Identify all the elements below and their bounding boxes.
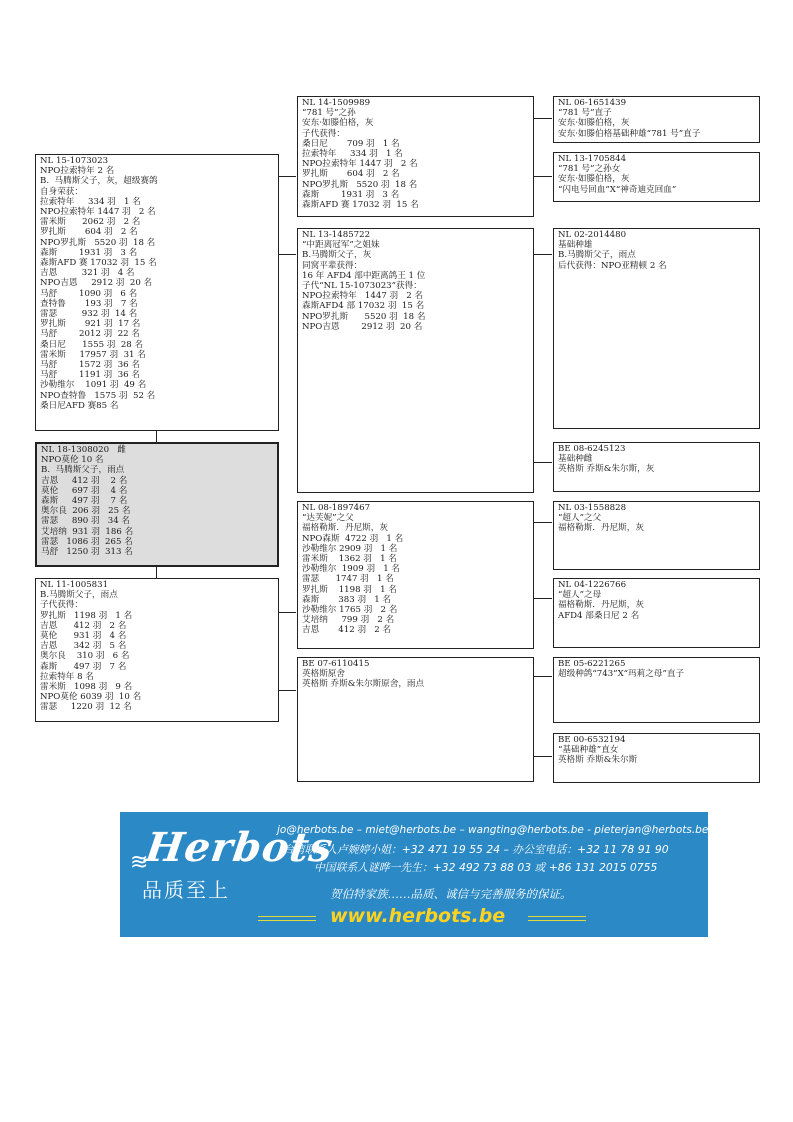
connector-sire-sire [278, 176, 296, 177]
sire-line: 马舒 1191 羽 36 名 [40, 370, 140, 381]
dam-line: 雷瑟 1220 羽 12 名 [40, 702, 132, 713]
sire-sire-line: 安东·如滕伯格，灰 [302, 118, 374, 129]
dam-sire-line: 沙勒维尔 1765 羽 2 名 [302, 605, 398, 616]
g3-card-7 [553, 657, 760, 723]
sire-line: NPO查特鲁 1575 羽 52 名 [40, 390, 156, 401]
sire-sire-line: 罗扎斯 604 羽 2 名 [302, 169, 400, 180]
dam-sire-line: 沙勒维尔 2909 羽 1 名 [302, 543, 398, 554]
sire-dam-line: NPO吉恩 2912 羽 20 名 [302, 321, 423, 332]
g3-line: 福格勒斯．丹尼斯，灰 [558, 523, 644, 534]
dam-line: 子代获得： [40, 600, 83, 611]
sire-dam-line: NPO罗扎斯 5520 羽 18 名 [302, 311, 426, 322]
connector-g3-4 [533, 462, 552, 463]
banner-deco-right [528, 916, 586, 921]
sire-dam-line: “中距离冠军”之姐妹 [302, 240, 380, 251]
sire-sire-line: 拉索特年 334 羽 1 名 [302, 149, 403, 160]
sire-line: 拉索特年 334 羽 1 名 [40, 196, 141, 207]
g3-line: “超人”之父 [558, 513, 602, 524]
sire-line: 马舒 1572 羽 36 名 [40, 360, 140, 371]
banner-contact-cn: 中国联系人谜晔一先生：+32 492 73 88 03 或 +86 131 2015 0755 [314, 861, 658, 874]
g3-line: 基础种雄 [558, 240, 593, 251]
dam-line: 森斯 497 羽 7 名 [40, 661, 127, 672]
g3-line: BE 08-6245123 [558, 444, 626, 454]
subject-line: 吉恩 412 羽 2 名 [41, 475, 128, 486]
subject-card [35, 442, 279, 567]
connector-g3-5 [533, 522, 552, 523]
dam-sire-line: 森斯 383 羽 1 名 [302, 594, 392, 605]
sire-line: 雷米斯 2062 羽 2 名 [40, 217, 141, 228]
connector-sire [156, 430, 157, 442]
g3-line: “闪电号回血”X“神奇迪克回血” [558, 184, 677, 195]
dam-line: NPO莫伦 6039 羽 10 名 [40, 692, 142, 703]
sire-line: 雷米斯 17957 羽 31 名 [40, 349, 146, 360]
connector-sire-dam [278, 254, 296, 255]
dam-sire-line: 吉恩 412 羽 2 名 [302, 625, 392, 636]
dam-sire-line: 罗扎斯 1198 羽 1 名 [302, 584, 397, 595]
connector-g3-2 [533, 176, 552, 177]
subject-line: 奥尔良 206 羽 25 名 [41, 506, 131, 517]
subject-line: B. 马腾斯父子，雨点 [41, 465, 125, 476]
g3-line: 安东·如滕伯格，灰 [558, 174, 630, 185]
sire-line: 罗扎斯 604 羽 2 名 [40, 227, 138, 238]
sire-sire-line: NPO罗扎斯 5520 羽 18 名 [302, 179, 418, 190]
connector-dam [156, 566, 157, 578]
g3-line: “超人”之母 [558, 590, 602, 601]
sire-line: NPO拉索特年 1447 羽 2 名 [40, 207, 156, 218]
sire-line: NPO拉索特年 2 名 [40, 166, 115, 177]
g3-card-5 [553, 501, 760, 570]
subject-line: 艾培纳 931 羽 186 名 [41, 526, 134, 537]
g3-line: 后代获得：NPO亚精顿 2 名 [558, 260, 667, 271]
subject-line: NPO莫伦 10 名 [41, 455, 104, 466]
dam-line: 莫伦 931 羽 4 名 [40, 631, 127, 642]
website-link[interactable]: www.herbots.be [330, 905, 506, 927]
wing-icon: ≋ [130, 850, 149, 875]
sire-line: 桑日尼AFD 赛85 名 [40, 400, 119, 411]
g3-line: AFD4 部桑日尼 2 名 [558, 610, 640, 621]
g3-line: “781 号”之孙女 [558, 164, 621, 175]
sire-dam-line: NL 13-1485722 [302, 230, 371, 240]
sire-line: 森斯 1931 羽 3 名 [40, 247, 138, 258]
sire-line: 马舒 2012 羽 22 名 [40, 329, 140, 340]
subject-line: 雷瑟 1086 羽 265 名 [41, 536, 133, 547]
dam-line: NL 11-1005831 [40, 580, 109, 590]
dam-sire-line: 福格勒斯．丹尼斯，灰 [302, 523, 388, 534]
sire-sire-line: 森斯AFD 赛 17032 羽 15 名 [302, 200, 419, 211]
sire-sire-line: 森斯 1931 羽 3 名 [302, 189, 400, 200]
sire-dam-card [297, 228, 534, 493]
connector-g3-1 [533, 118, 552, 119]
dam-line: B.马腾斯父子，雨点 [40, 590, 118, 601]
subject-line: 莫伦 697 羽 4 名 [41, 485, 128, 496]
dam-sire-card [297, 501, 534, 649]
g3-line: 英格斯 乔斯&朱尔斯 [558, 755, 638, 766]
sire-line: 自身荣获： [40, 186, 83, 197]
sire-dam-line: B.马腾斯父子，灰 [302, 250, 372, 261]
sire-line: 马舒 1090 羽 6 名 [40, 288, 138, 299]
g3-card-8 [553, 733, 760, 783]
dam-card [35, 578, 279, 722]
sire-dam-line: 森斯AFD4 部 17032 羽 15 名 [302, 301, 425, 312]
g3-line: NL 04-1226766 [558, 580, 627, 590]
g3-line: NL 03-1558828 [558, 503, 627, 513]
g3-card-6 [553, 578, 760, 648]
g3-card-1 [553, 96, 760, 143]
g3-line: 基础种雌 [558, 454, 593, 465]
dam-dam-line: 英格斯 乔斯&朱尔斯原舍，雨点 [302, 679, 425, 690]
g3-line: BE 05-6221265 [558, 659, 626, 669]
subject-line: NL 18-1308020 雌 [41, 445, 126, 455]
sire-line: 森斯AFD 赛 17032 羽 15 名 [40, 258, 157, 269]
g3-line: NL 02-2014480 [558, 230, 627, 240]
banner-tagline: 贺伯特家族……品质、诚信与完善服务的保证。 [330, 887, 572, 901]
sire-dam-line: 子代“NL 15-1073023”获得： [302, 281, 422, 292]
sire-line: NPO罗扎斯 5520 羽 18 名 [40, 237, 156, 248]
g3-line: “781 号”直子 [558, 108, 612, 119]
sire-line: 沙勒维尔 1091 羽 49 名 [40, 380, 147, 391]
dam-dam-card [297, 657, 534, 782]
dam-line: 吉恩 342 羽 5 名 [40, 641, 127, 652]
sire-dam-line: NPO拉索特年 1447 羽 2 名 [302, 291, 424, 302]
herbots-banner [120, 812, 708, 937]
banner-deco-left [258, 916, 316, 921]
banner-slogan: 品质至上 [142, 878, 230, 902]
sire-line: B. 马腾斯父子，灰，超级赛鸽 [40, 176, 158, 187]
dam-dam-line: BE 07-6110415 [302, 659, 370, 669]
dam-sire-line: 艾培纳 799 羽 2 名 [302, 615, 395, 626]
g3-line: 安东·如滕伯格，灰 [558, 118, 630, 129]
sire-line: 雷瑟 932 羽 14 名 [40, 309, 138, 320]
dam-line: 罗扎斯 1198 羽 1 名 [40, 610, 133, 621]
connector-g3-6 [533, 598, 552, 599]
sire-sire-card [297, 96, 534, 217]
sire-line: 吉恩 321 羽 4 名 [40, 268, 135, 279]
connector-dam-sire [278, 612, 296, 613]
dam-dam-line: 英格斯原舍 [302, 669, 345, 680]
dam-sire-line: 沙勒维尔 1909 羽 1 名 [302, 564, 401, 575]
sire-sire-line: “781 号”之孙 [302, 108, 356, 119]
sire-sire-line: NL 14-1509989 [302, 98, 371, 108]
g3-line: “基础种雄”直女 [558, 745, 619, 756]
dam-line: 拉索特年 8 名 [40, 671, 94, 682]
sire-sire-line: NPO拉索特年 1447 羽 2 名 [302, 159, 418, 170]
sire-line: NL 15-1073023 [40, 156, 109, 166]
g3-card-3 [553, 228, 760, 429]
g3-line: BE 00-6532194 [558, 735, 626, 745]
dam-sire-line: 雷瑟 1747 羽 1 名 [302, 574, 394, 585]
g3-line: NL 13-1705844 [558, 154, 627, 164]
sire-dam-line: 同窝平辈获得： [302, 260, 363, 271]
g3-line: B.马腾斯父子，雨点 [558, 250, 636, 261]
g3-card-4 [553, 442, 760, 492]
dam-line: 奥尔良 310 羽 6 名 [40, 651, 130, 662]
banner-emails[interactable]: jo@herbots.be – miet@herbots.be – wangting@herbots.be - pieterjan@herbots.be [277, 824, 708, 836]
g3-card-2 [553, 152, 760, 202]
banner-contact-tw: 台湾联系人卢婉婷小姐：+32 471 19 55 24 – 办公室电话：+32 11 78 91 90 [283, 843, 669, 856]
dam-sire-line: 雷米斯 1362 羽 1 名 [302, 554, 397, 565]
connector-g3-8 [533, 756, 552, 757]
g3-line: 超级种鸽“743”X“玛莉之母”直子 [558, 669, 685, 680]
dam-line: 吉恩 412 羽 2 名 [40, 620, 127, 631]
subject-line: 马舒 1250 羽 313 名 [41, 547, 133, 558]
herbots-logo: Herbots [142, 824, 337, 871]
subject-line: 森斯 497 羽 7 名 [41, 496, 128, 507]
g3-line: 安东·如滕伯格基础种雄“781 号”直子 [558, 128, 701, 139]
sire-line: 桑日尼 1555 羽 28 名 [40, 339, 144, 350]
g3-line: 福格勒斯．丹尼斯，灰 [558, 600, 644, 611]
connector-dam-dam [278, 690, 296, 691]
connector-g3-7 [533, 676, 552, 677]
sire-line: 查特鲁 193 羽 7 名 [40, 298, 138, 309]
sire-line: NPO吉恩 2912 羽 20 名 [40, 278, 153, 289]
dam-sire-line: NL 08-1897467 [302, 503, 371, 513]
g3-line: 英格斯 乔斯&朱尔斯，灰 [558, 464, 655, 475]
g3-line: NL 06-1651439 [558, 98, 627, 108]
sire-dam-line: 16 年 AFD4 部中距离鸽王 1 位 [302, 270, 426, 281]
subject-line: 雷瑟 890 羽 34 名 [41, 516, 131, 527]
dam-line: 雷米斯 1098 羽 9 名 [40, 682, 133, 693]
dam-sire-line: NPO森斯 4722 羽 1 名 [302, 533, 404, 544]
sire-sire-line: 桑日尼 709 羽 1 名 [302, 138, 400, 149]
dam-sire-line: “达芙妮”之父 [302, 513, 354, 524]
sire-line: 罗扎斯 921 羽 17 名 [40, 319, 141, 330]
sire-sire-line: 子代获得： [302, 128, 345, 139]
connector-g3-3 [533, 254, 552, 255]
sire-card [35, 154, 279, 431]
